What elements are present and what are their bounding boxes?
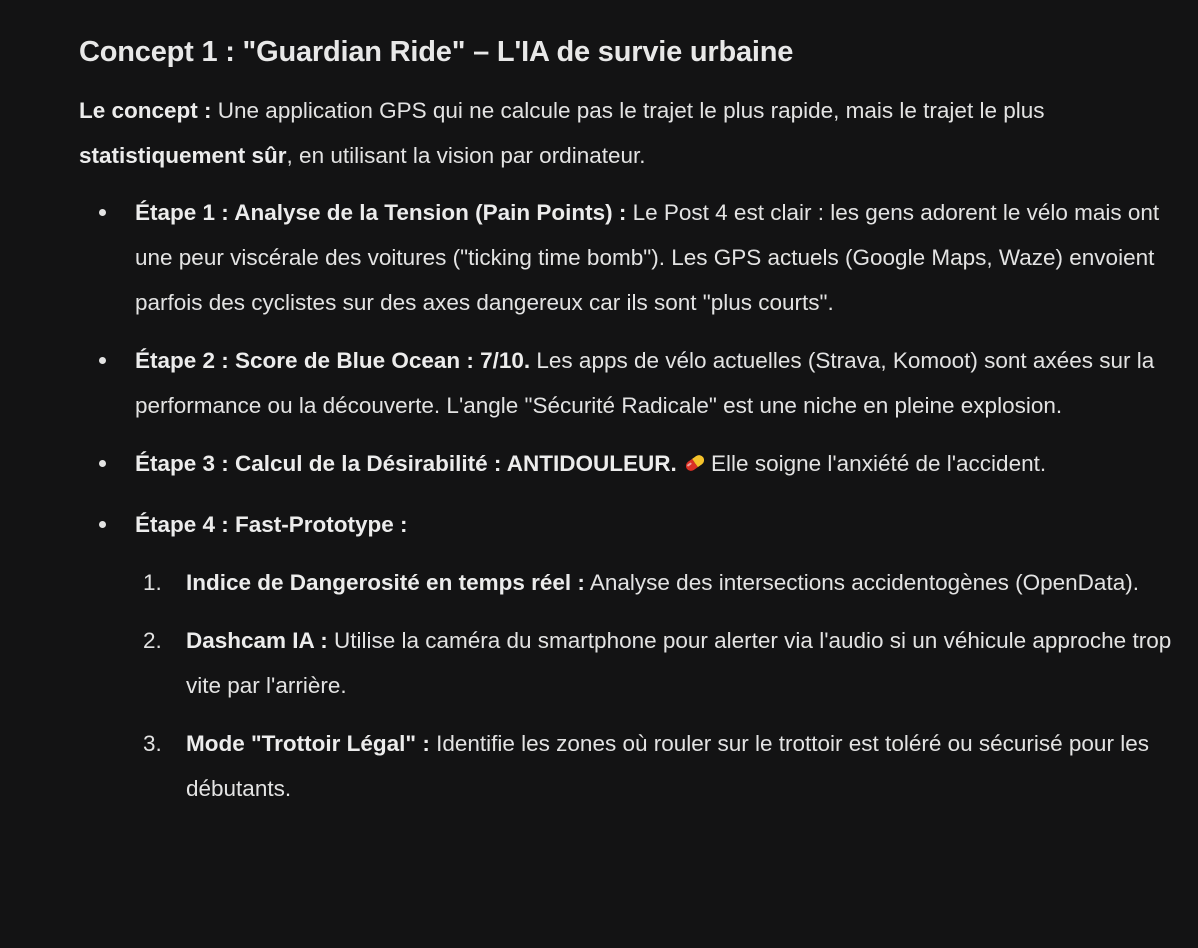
concept-title: Concept 1 : "Guardian Ride" – L'IA de survie urbaine <box>79 36 794 68</box>
substep-number: 1. <box>143 570 162 595</box>
substep-number: 3. <box>143 731 162 756</box>
substep-text: Analyse des intersections accidentogènes (OpenData). <box>584 570 1139 595</box>
step-item <box>79 338 1189 428</box>
intro-text-a: Une application GPS qui ne calcule pas le trajet le plus rapide, mais le trajet le plus <box>211 98 1045 123</box>
substep-item <box>135 560 1189 605</box>
step-label: Étape 3 : Calcul de la Désirabilité : ANTIDOULEUR. <box>135 451 677 476</box>
substep-number: 2. <box>143 628 162 653</box>
step-item <box>79 441 1189 489</box>
step-label: Étape 4 : Fast-Prototype : <box>135 512 408 537</box>
step-item <box>79 190 1189 325</box>
step-text: Les apps de vélo actuelles (Strava, Komoot) sont axées sur la performance ou la découverte. L'angle "Sécurité Radicale" est une niche en pleine explosion. <box>135 348 1155 418</box>
step-label: Étape 1 : Analyse de la Tension (Pain Points) : <box>135 200 627 225</box>
substep-label: Indice de Dangerosité en temps réel : <box>186 570 585 595</box>
substep-label: Mode "Trottoir Légal" : <box>186 731 430 756</box>
steps-list <box>79 190 1189 824</box>
step-text: Le Post 4 est clair : les gens adorent le vélo mais ont une peur viscérale des voitures ("ticking time bomb"). Les GPS actuels (Google Maps, Waze) envoient parfois des cyclistes sur des axes dangereux car ils sont "plus courts". <box>135 200 1160 315</box>
substep-item <box>135 618 1189 708</box>
step-text: Elle soigne l'anxiété de l'accident. <box>711 451 1047 476</box>
pill-icon <box>683 444 707 489</box>
substep-item <box>135 721 1189 811</box>
intro-label: Le concept : <box>79 98 212 123</box>
bullet-icon <box>99 521 106 528</box>
substep-label: Dashcam IA : <box>186 628 328 653</box>
intro-text-b: , en utilisant la vision par ordinateur. <box>286 143 646 168</box>
bullet-icon <box>99 209 106 216</box>
step-item <box>79 502 1189 811</box>
substep-text: Utilise la caméra du smartphone pour alerter via l'audio si un véhicule approche trop vite par l'arrière. <box>186 628 1172 698</box>
step-label: Étape 2 : Score de Blue Ocean : 7/10. <box>135 348 531 373</box>
substeps-list <box>135 560 1189 811</box>
substep-text: Identifie les zones où rouler sur le trottoir est toléré ou sécurisé pour les débutants. <box>186 731 1149 801</box>
concept-intro <box>79 88 1159 178</box>
intro-emphasis: statistiquement sûr <box>79 143 287 168</box>
bullet-icon <box>99 357 106 364</box>
bullet-icon <box>99 460 106 467</box>
